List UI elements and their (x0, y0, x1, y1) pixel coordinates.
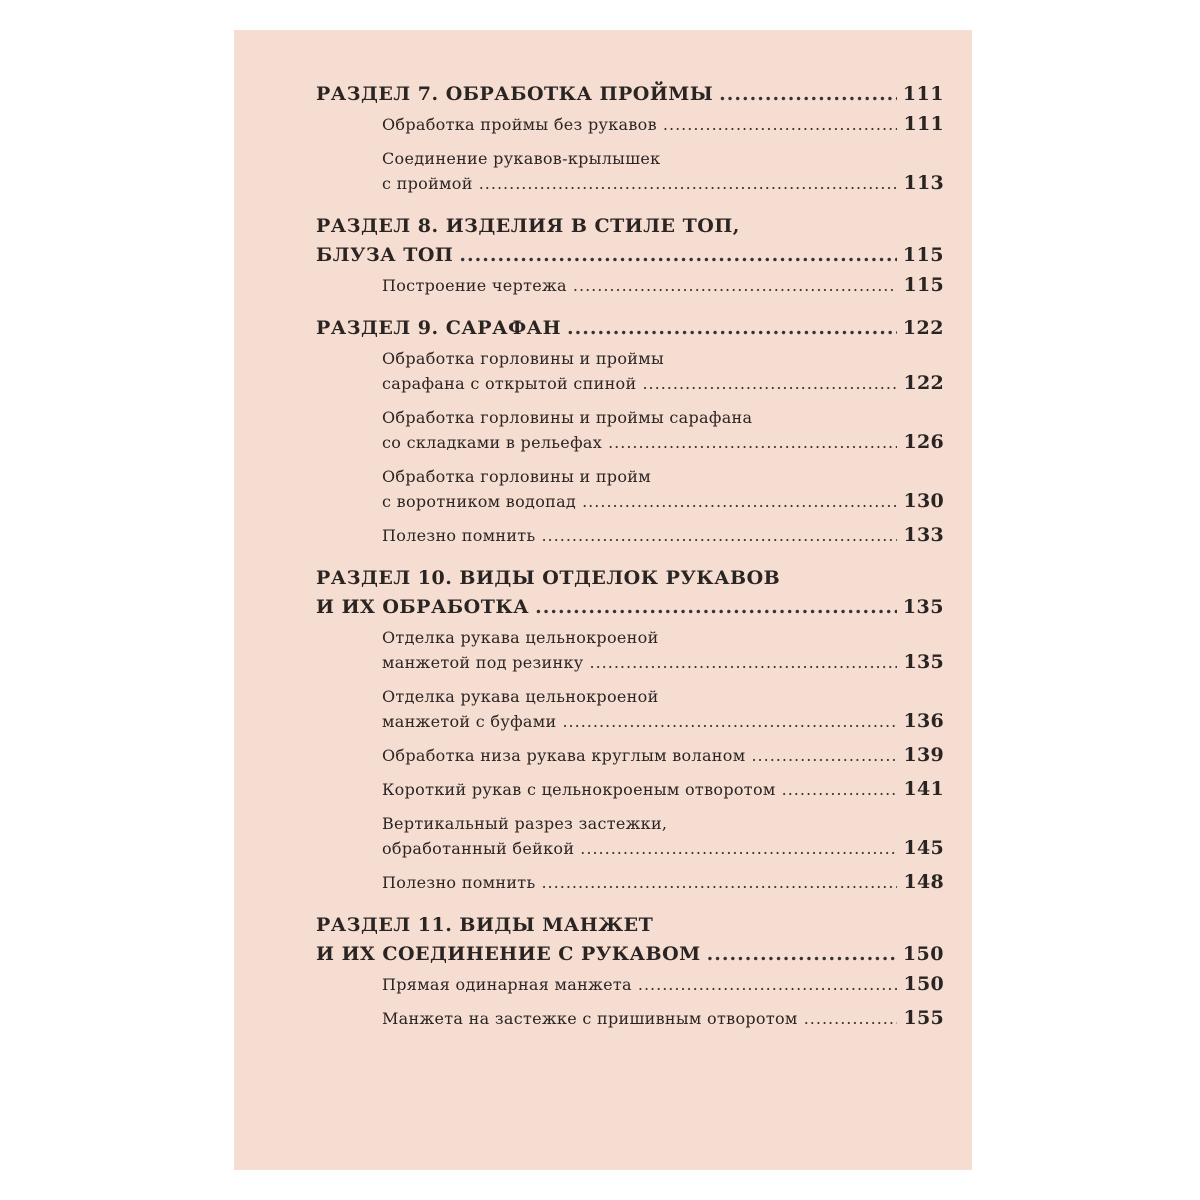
toc-entry (382, 972, 944, 997)
page-number: 139 (903, 744, 944, 766)
dot-leader (642, 371, 897, 396)
dot-leader (707, 940, 897, 969)
section-title: РАЗДЕЛ 9. САРАФАН (316, 317, 562, 339)
dot-leader (608, 430, 897, 455)
entry-title: Полезно помнить (382, 526, 536, 545)
dot-leader (663, 112, 898, 137)
book-page (234, 30, 972, 1170)
section-title-line2: И ИХ ОБРАБОТКА (316, 596, 530, 618)
dot-leader (582, 489, 897, 514)
dot-leader (459, 241, 896, 270)
page-number: 155 (903, 1007, 944, 1029)
page-number: 111 (903, 113, 944, 135)
dot-leader (804, 1006, 898, 1031)
page-number: 133 (903, 524, 944, 546)
entry-title-line2: с воротником водопад (382, 492, 577, 511)
entry-title: Обработка низа рукава круглым воланом (382, 746, 746, 765)
section-title: РАЗДЕЛ 7. ОБРАБОТКА ПРОЙМЫ (316, 83, 714, 105)
section-title-line1: РАЗДЕЛ 8. ИЗДЕЛИЯ В СТИЛЕ ТОП, (316, 215, 740, 237)
section-heading (316, 212, 944, 270)
toc-entry (382, 523, 944, 548)
entry-title-line1: Отделка рукава цельнокроеной (382, 687, 659, 706)
page-number: 113 (903, 172, 944, 194)
toc-entry (382, 464, 944, 514)
page-number: 136 (903, 710, 944, 732)
entry-title-line2: со складками в рельефах (382, 433, 603, 452)
page-number: 122 (903, 372, 944, 394)
page-number: 145 (903, 837, 944, 859)
entry-title: Построение чертежа (382, 276, 567, 295)
section-heading (316, 911, 944, 969)
page-number: 130 (903, 490, 944, 512)
section-heading (316, 80, 944, 109)
section-title-line2: И ИХ СОЕДИНЕНИЕ С РУКАВОМ (316, 943, 701, 965)
entry-title: Манжета на застежке с пришивным отворотом (382, 1009, 798, 1028)
entry-title-line1: Обработка горловины и проймы сарафана (382, 408, 753, 427)
toc-entry (382, 146, 944, 196)
toc-entry (382, 405, 944, 455)
toc-entry (382, 811, 944, 861)
toc-entry (382, 1006, 944, 1031)
dot-leader (719, 80, 897, 109)
entry-title: Короткий рукав с цельнокроеным отворотом (382, 780, 776, 799)
toc-section-10 (316, 564, 944, 895)
dot-leader (479, 171, 898, 196)
section-title-line1: РАЗДЕЛ 11. ВИДЫ МАНЖЕТ (316, 914, 654, 936)
dot-leader (541, 870, 897, 895)
dot-leader (573, 273, 898, 298)
section-title-line1: РАЗДЕЛ 10. ВИДЫ ОТДЕЛОК РУКАВОВ (316, 567, 781, 589)
dot-leader (751, 743, 897, 768)
entry-title-line1: Соединение рукавов-крылышек (382, 149, 661, 168)
entry-title-line2: манжетой под резинку (382, 653, 584, 672)
toc-entry (382, 743, 944, 768)
table-of-contents (316, 80, 944, 1031)
entry-title: Обработка проймы без рукавов (382, 115, 657, 134)
section-heading (316, 314, 944, 343)
page-number: 150 (903, 973, 944, 995)
toc-entry (382, 346, 944, 396)
dot-leader (541, 523, 897, 548)
page-number: 135 (902, 596, 944, 618)
toc-entry (382, 625, 944, 675)
page-number: 150 (902, 943, 944, 965)
dot-leader (535, 593, 897, 622)
entry-title-line2: манжетой с буфами (382, 712, 557, 731)
entry-title-line1: Отделка рукава цельнокроеной (382, 628, 659, 647)
entry-title-line2: обработанный бейкой (382, 839, 575, 858)
entry-title: Полезно помнить (382, 873, 536, 892)
page-number: 122 (902, 317, 944, 339)
toc-entry (382, 684, 944, 734)
toc-section-9 (316, 314, 944, 548)
dot-leader (562, 709, 897, 734)
dot-leader (567, 314, 897, 343)
section-heading (316, 564, 944, 622)
dot-leader (580, 836, 897, 861)
page-number: 115 (903, 274, 944, 296)
toc-section-8 (316, 212, 944, 298)
toc-entry (382, 777, 944, 802)
entry-title-line1: Обработка горловины и пройм (382, 467, 651, 486)
page-number: 148 (903, 871, 944, 893)
section-title-line2: БЛУЗА ТОП (316, 244, 454, 266)
dot-leader (589, 650, 897, 675)
entry-title: Прямая одинарная манжета (382, 975, 632, 994)
dot-leader (638, 972, 898, 997)
toc-entry (382, 870, 944, 895)
entry-title-line1: Обработка горловины и проймы (382, 349, 665, 368)
toc-entry (382, 112, 944, 137)
entry-title-line1: Вертикальный разрез застежки, (382, 814, 668, 833)
page-number: 115 (902, 244, 944, 266)
page-number: 126 (903, 431, 944, 453)
toc-section-7 (316, 80, 944, 196)
page-number: 135 (903, 651, 944, 673)
toc-section-11 (316, 911, 944, 1031)
page-number: 141 (903, 778, 944, 800)
toc-entry (382, 273, 944, 298)
dot-leader (782, 777, 898, 802)
entry-title-line2: сарафана с открытой спиной (382, 374, 637, 393)
page-number: 111 (902, 83, 944, 105)
entry-title-line2: с проймой (382, 174, 473, 193)
